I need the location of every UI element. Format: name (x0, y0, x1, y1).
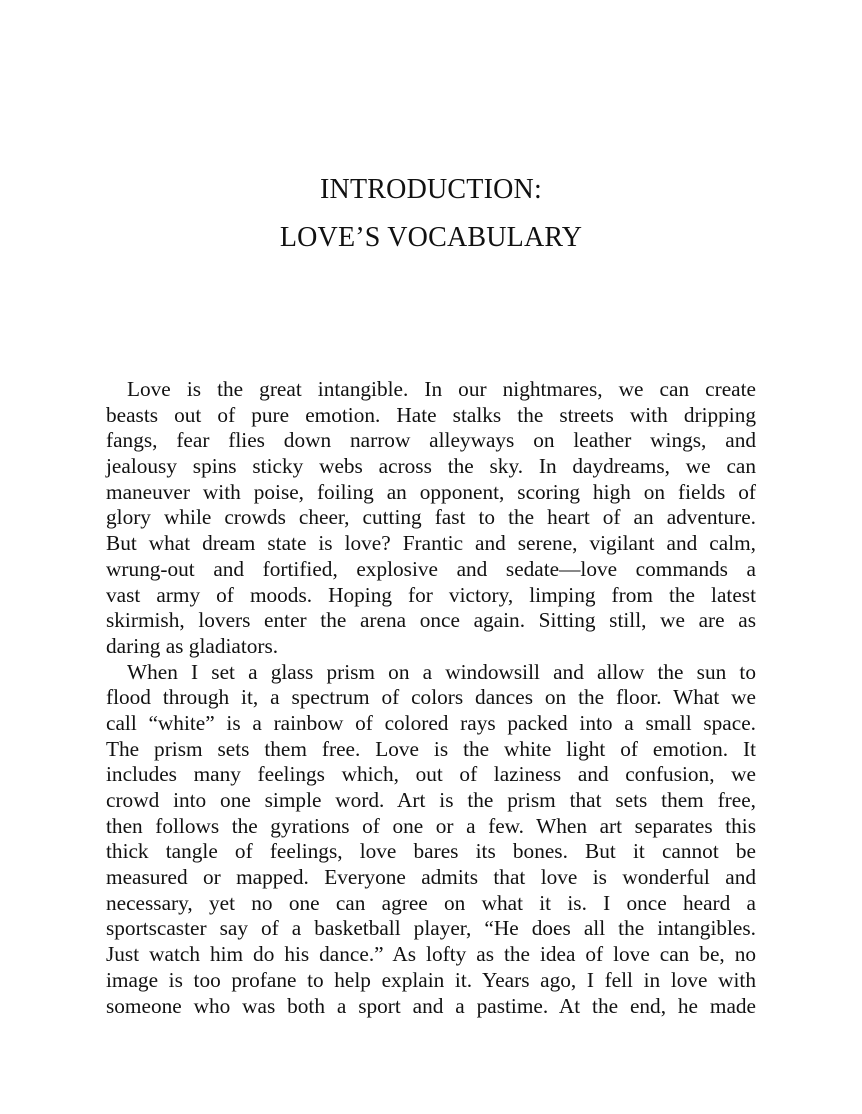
text-line: Just watch him do his dance.” As lofty as the idea of love can be, no (106, 942, 756, 967)
text-line: then follows the gyrations of one or a few. When art separates this (106, 813, 756, 838)
text-line: includes many feelings which, out of laziness and confusion, we (106, 762, 756, 787)
chapter-title-line-2: LOVE’S VOCABULARY (279, 222, 583, 253)
text-line: sportscaster say of a basketball player, “He does all the intangibles. (106, 916, 756, 941)
chapter-title (0, 166, 862, 262)
text-line: someone who was both a sport and a pastime. At the end, he made (106, 993, 756, 1018)
text-line: thick tangle of feelings, love bares its bones. But it cannot be (106, 839, 756, 864)
text-line: wrung-out and fortified, explosive and sedate—love commands a (106, 556, 756, 581)
text-line: image is too profane to help explain it. Years ago, I fell in love with (106, 967, 756, 992)
text-line: daring as gladiators. (106, 633, 279, 658)
text-line: vast army of moods. Hoping for victory, limping from the latest (106, 582, 756, 607)
paragraph-1 (106, 377, 756, 660)
text-line: fangs, fear flies down narrow alleyways on leather wings, and (106, 428, 756, 453)
body-text (106, 377, 756, 1019)
text-line: maneuver with poise, foiling an opponent, scoring high on fields of (106, 479, 756, 504)
chapter-title-line-1: INTRODUCTION: (320, 174, 542, 205)
text-line: glory while crowds cheer, cutting fast to the heart of an adventure. (106, 505, 756, 530)
text-line: measured or mapped. Everyone admits that love is wonderful and (106, 865, 756, 890)
text-line: skirmish, lovers enter the arena once again. Sitting still, we are as (106, 608, 756, 633)
text-line: When I set a glass prism on a windowsill and allow the sun to (127, 659, 756, 684)
text-line: But what dream state is love? Frantic and serene, vigilant and calm, (106, 531, 756, 556)
text-line: Love is the great intangible. In our nightmares, we can create (127, 377, 756, 401)
text-line: necessary, yet no one can agree on what it is. I once heard a (106, 890, 756, 915)
text-line: The prism sets them free. Love is the white light of emotion. It (106, 736, 756, 761)
text-line: flood through it, a spectrum of colors dances on the floor. What we (106, 685, 756, 710)
text-line: call “white” is a rainbow of colored rays packed into a small space. (106, 710, 756, 735)
text-line: crowd into one simple word. Art is the prism that sets them free, (106, 788, 756, 812)
text-line: jealousy spins sticky webs across the sky. In daydreams, we can (106, 454, 756, 479)
text-line: beasts out of pure emotion. Hate stalks the streets with dripping (106, 402, 756, 427)
paragraph-2 (106, 660, 756, 1020)
